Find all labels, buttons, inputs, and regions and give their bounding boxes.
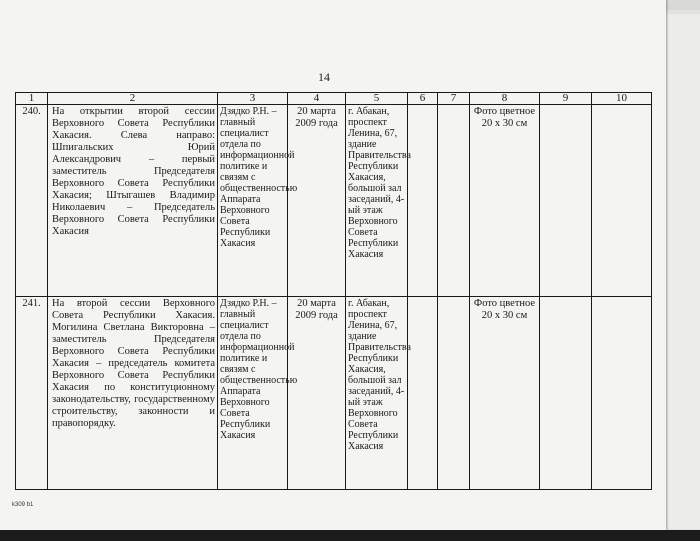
item-col9 xyxy=(540,297,592,490)
table-row xyxy=(16,105,652,297)
item-date: 20 марта 2009 года xyxy=(288,297,346,490)
table-header-row xyxy=(16,93,652,105)
item-description: На второй сессии Верховного Совета Республики Хакасия. Могилина Светлана Викторовна – заместитель Председателя Верховного Совета Республики Хакасия – председатель комитета Верховного Совета Республики Хакасия по конституционному законодательству, государственному строительству, законности и правопорядку. xyxy=(48,297,218,490)
column-header: 1 xyxy=(16,93,48,105)
item-format: Фото цветное 20 х 30 см xyxy=(470,297,540,490)
item-author: Дзядко Р.Н. – главный специалист отдела по информационной политике и связям с общественностью Аппарата Верховного Совета Республики Хакасия xyxy=(218,105,288,297)
item-col6 xyxy=(408,105,438,297)
table-row xyxy=(16,297,652,490)
item-col6 xyxy=(408,297,438,490)
column-header: 9 xyxy=(540,93,592,105)
column-header: 8 xyxy=(470,93,540,105)
column-header: 10 xyxy=(592,93,652,105)
item-col9 xyxy=(540,105,592,297)
item-place: г. Абакан, проспект Ленина, 67, здание Правительства Республики Хакасия, большой зал заседаний, 4-ый этаж Верховного Совета Республики Хакасия xyxy=(346,105,408,297)
page-number: 14 xyxy=(318,70,330,84)
catalog-table xyxy=(15,92,652,490)
item-place: г. Абакан, проспект Ленина, 67, здание Правительства Республики Хакасия, большой зал заседаний, 4-ый этаж Верховного Совета Республики Хакасия xyxy=(346,297,408,490)
column-header: 6 xyxy=(408,93,438,105)
column-header: 7 xyxy=(438,93,470,105)
scanner-edge xyxy=(0,530,700,541)
item-col10 xyxy=(592,297,652,490)
column-header: 3 xyxy=(218,93,288,105)
item-col10 xyxy=(592,105,652,297)
item-number: 241. xyxy=(16,297,48,490)
footer-code: k309 b1 xyxy=(12,502,34,508)
item-col7 xyxy=(438,297,470,490)
item-description: На открытии второй сессии Верховного Совета Республики Хакасия. Слева направо: Шпигальских Юрий Александрович – первый заместитель Председателя Верховного Совета Республики Хакасия; Штыгашев Владимир Николаевич – Председатель Верховного Совета Республики Хакасия xyxy=(48,105,218,297)
item-number: 240. xyxy=(16,105,48,297)
column-header: 4 xyxy=(288,93,346,105)
item-author: Дзядко Р.Н. – главный специалист отдела по информационной политике и связям с общественностью Аппарата Верховного Совета Республики Хакасия xyxy=(218,297,288,490)
item-col7 xyxy=(438,105,470,297)
item-format: Фото цветное 20 х 30 см xyxy=(470,105,540,297)
column-header: 5 xyxy=(346,93,408,105)
column-header: 2 xyxy=(48,93,218,105)
item-date: 20 марта 2009 года xyxy=(288,105,346,297)
